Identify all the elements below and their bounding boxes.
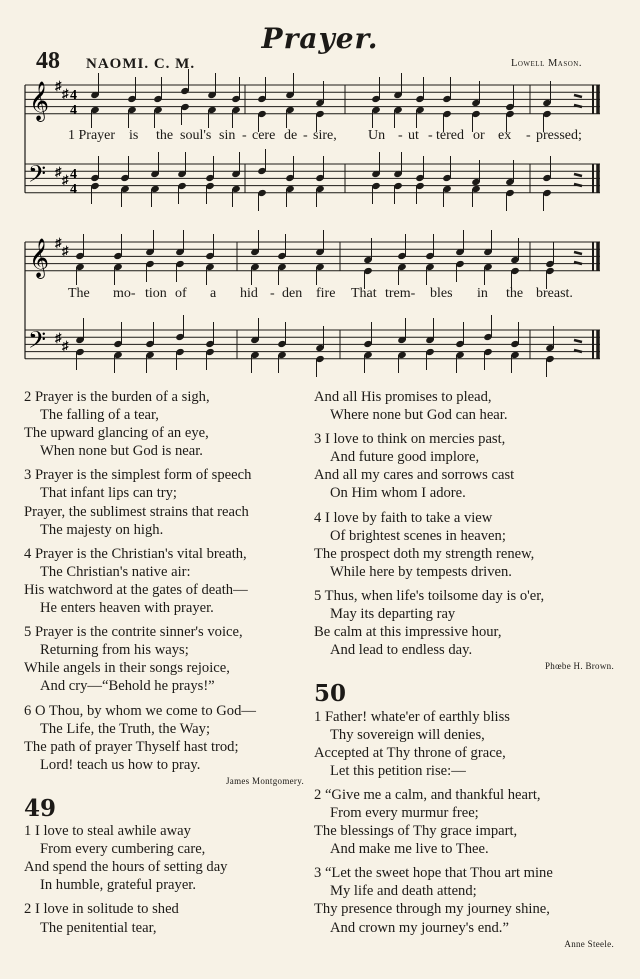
lyric-word: - [398, 128, 403, 143]
verse [24, 900, 304, 936]
sharp-sign: ♯ [55, 330, 62, 345]
time-signature: 4 [70, 181, 77, 197]
verse-line: 2 I love in solitude to shed [24, 901, 179, 918]
sharp-sign: ♯ [55, 235, 62, 250]
lyric-word: sin [219, 128, 236, 143]
verse [24, 623, 304, 695]
verse-line: That infant lips can try; [40, 485, 177, 502]
lyric-word: the [506, 286, 524, 301]
verse-line: 4 Prayer is the Christian's vital breath, [24, 545, 247, 562]
music-score [0, 0, 640, 380]
left-column [24, 388, 304, 943]
lyric-word: pressed; [536, 128, 582, 143]
verse-line: While angels in their songs rejoice, [24, 660, 230, 677]
lyric-word: the [156, 128, 174, 143]
verse-line: When none but God is near. [40, 443, 203, 460]
verse-line: 2 “Give me a calm, and thankful heart, [314, 786, 541, 803]
hymn-number-48: 48 [36, 48, 60, 74]
verse-line: 3 I love to think on mercies past, [314, 431, 506, 448]
hymn-number-50: 50 [314, 680, 347, 708]
author-credit-50: Anne Steele. [564, 938, 614, 949]
author-credit-48: James Montgomery. [225, 775, 304, 786]
verse [24, 545, 304, 617]
hymn49-verses-right [314, 388, 614, 659]
lyric-word: cere [252, 128, 276, 143]
verse-line: The penitential tear, [40, 919, 157, 936]
lyric-word: Un [368, 128, 386, 143]
lyric-word: mo- [113, 286, 136, 301]
verse-line: The Life, the Truth, the Way; [40, 720, 211, 737]
lyric-word: - [428, 128, 433, 143]
lyric-word: The [68, 286, 90, 301]
lyric-word: breast. [536, 286, 573, 301]
lyric-word: hid [240, 286, 258, 301]
verse-line: 6 O Thou, by whom we come to God— [24, 702, 256, 719]
lyric-word: - [270, 286, 275, 301]
rest [574, 340, 582, 342]
bass-clef: 𝄢 [28, 326, 47, 359]
verse [24, 702, 304, 774]
verse-line: The falling of a tear, [40, 407, 159, 424]
verse [314, 786, 614, 858]
verse [24, 466, 304, 538]
lyric-word: a [210, 286, 217, 301]
time-signature: 4 [70, 167, 77, 182]
verse-line: 5 Thus, when life's toilsome day is o'er, [314, 587, 545, 604]
verse-line: 4 I love by faith to take a view [314, 509, 493, 526]
bass-clef: 𝄢 [28, 160, 47, 193]
page-title: Prayer. [261, 22, 379, 55]
lyric-word: de [284, 128, 298, 143]
rest [574, 174, 582, 176]
lyric-word: trem- [385, 286, 416, 301]
author-credit-49: Phœbe H. Brown. [545, 661, 614, 672]
hymn50-verses [314, 708, 614, 937]
verse-line: His watchword at the gates of death— [24, 581, 248, 598]
lyric-word: - [242, 128, 247, 143]
right-column [314, 388, 614, 963]
sharp-sign: ♯ [62, 243, 69, 258]
verse-line: And make me live to Thee. [330, 841, 489, 858]
verse-line: Lord! teach us how to pray. [40, 756, 201, 773]
verse-line: And all my cares and sorrows cast [314, 467, 515, 484]
rest [574, 95, 582, 97]
verse-line: From every murmur free; [330, 804, 479, 821]
verse-line: 2 Prayer is the burden of a sigh, [24, 389, 210, 405]
lyric-word: tered [436, 128, 464, 143]
verse-line: My life and death attend; [330, 883, 477, 900]
rest [574, 252, 582, 254]
verse-line: And cry—“Behold he prays!” [40, 678, 215, 695]
verse [314, 388, 614, 424]
tune-name: NAOMI. C. M. [86, 56, 196, 72]
verse-line: Thy sovereign will denies, [330, 726, 485, 743]
time-signature: 4 [70, 102, 77, 118]
verse-line: While here by tempests driven. [330, 563, 512, 580]
verse [314, 864, 614, 936]
verse-line: The blessings of Thy grace impart, [314, 823, 518, 840]
verse-line: The upward glancing of an eye, [24, 425, 209, 442]
verse-line: Where none but God can hear. [330, 407, 508, 424]
verse [24, 822, 304, 894]
hymn49-verses-left [24, 822, 304, 937]
hymn-number-49: 49 [24, 794, 57, 822]
sharp-sign: ♯ [62, 338, 69, 353]
verse-line: The Christian's native air: [40, 563, 191, 580]
verse-line: Thy presence through my journey shine, [314, 901, 550, 918]
verse-line: 3 Prayer is the simplest form of speech [24, 467, 252, 484]
verse-line: The prospect doth my strength renew, [314, 545, 535, 562]
lyric-word: den [282, 286, 303, 301]
lyric-word: - [303, 128, 308, 143]
lyric-word: soul's [180, 128, 212, 143]
verse-line: And crown my journey's end.” [330, 919, 509, 936]
lyric-word: or [473, 128, 485, 143]
verse-line: Let this petition rise:— [330, 762, 466, 779]
treble-clef: 𝄞 [29, 238, 50, 278]
verse-line: In humble, grateful prayer. [40, 877, 197, 894]
lyric-word: 1 Prayer [68, 128, 116, 143]
lyric-word: is [129, 128, 139, 143]
time-signature: 4 [70, 88, 77, 103]
lyric-word: ex [498, 128, 512, 143]
verse [314, 430, 614, 502]
verse-line: 3 “Let the sweet hope that Thou art mine [314, 865, 553, 882]
verse-line: Of brightest scenes in heaven; [330, 527, 506, 544]
sharp-sign: ♯ [55, 78, 62, 93]
sharp-sign: ♯ [55, 164, 62, 179]
verse-line: The path of prayer Thyself hast trod; [24, 738, 239, 755]
verse-line: And all His promises to plead, [314, 389, 492, 405]
lyric-word: in [477, 286, 488, 301]
lyric-word: of [175, 286, 187, 301]
lyric-word: That [351, 286, 377, 301]
verse-line: Prayer, the sublimest strains that reach [24, 503, 249, 520]
sharp-sign: ♯ [62, 86, 69, 101]
verse-line: Returning from his ways; [40, 642, 189, 659]
verse-line: Be calm at this impressive hour, [314, 624, 502, 641]
verse-line: And spend the hours of setting day [24, 859, 228, 876]
verse-line: 1 Father! whate'er of earthly bliss [314, 708, 510, 725]
verse [24, 388, 304, 460]
verse-line: May its departing ray [330, 606, 456, 623]
verse-line: Accepted at Thy throne of grace, [314, 744, 506, 761]
verse [314, 708, 614, 780]
lyric-word: ut [408, 128, 419, 143]
verse-line: And lead to endless day. [330, 642, 473, 659]
verse [314, 587, 614, 659]
lyric-word: sire, [313, 128, 337, 143]
lyric-word: bles [430, 286, 453, 301]
verse-line: On Him whom I adore. [330, 485, 466, 502]
composer-credit: Lowell Mason. [510, 58, 582, 69]
verse [314, 509, 614, 581]
verse-line: The majesty on high. [40, 521, 164, 538]
verse-line: 5 Prayer is the contrite sinner's voice, [24, 624, 243, 641]
lyric-word: - [526, 128, 531, 143]
verse-line: 1 I love to steal awhile away [24, 823, 191, 840]
treble-clef: 𝄞 [29, 81, 50, 121]
verse-line: From every cumbering care, [40, 841, 206, 858]
hymn48-verses [24, 388, 304, 774]
verse-line: And future good implore, [330, 449, 480, 466]
lyric-word: fire [316, 286, 336, 301]
lyric-word: tion [145, 286, 167, 301]
sharp-sign: ♯ [62, 172, 69, 187]
verse-line: He enters heaven with prayer. [40, 600, 214, 617]
